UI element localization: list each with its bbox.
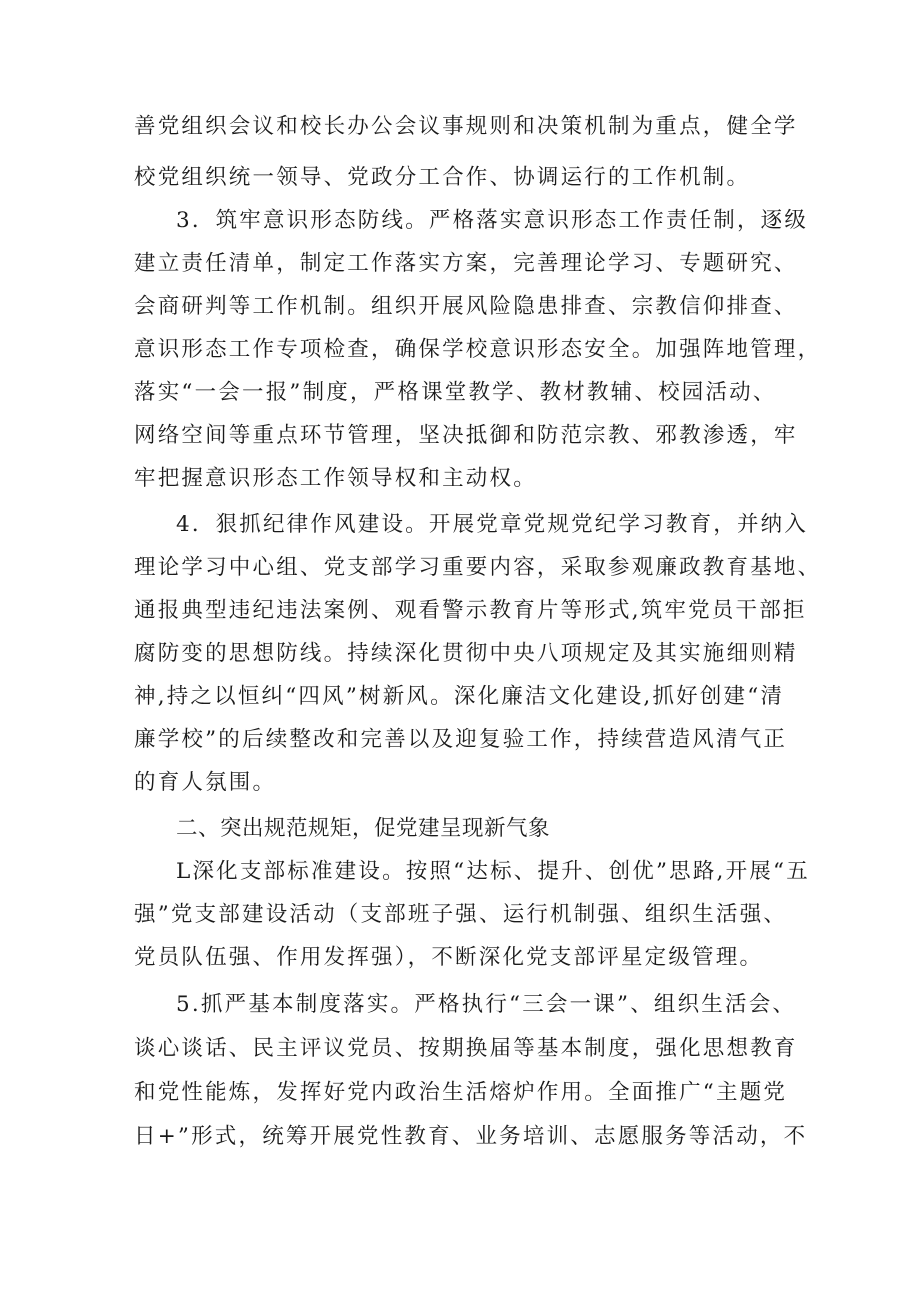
text-line: 日+”形式，统筹开展党性教育、业务培训、志愿服务等活动，不 bbox=[134, 1124, 808, 1149]
text-line: 党员队伍强、作用发挥强），不断深化党支部评星定级管理。 bbox=[134, 945, 764, 970]
text-line: 网络空间等重点环节管理，坚决抵御和防范宗教、邪教渗透，牢 bbox=[134, 423, 798, 448]
text-line: 谈心谈话、民主评议党员、按期换届等基本制度，强化思想教育 bbox=[134, 1036, 798, 1061]
text-line: 的育人氛围。 bbox=[134, 770, 277, 795]
text-line: 通报典型违纪违法案例、观看警示教育片等形式,筑牢党员干部拒 bbox=[134, 598, 807, 623]
text-line: 会商研判等工作机制。组织开展风险隐患排查、宗教信仰排查、 bbox=[134, 294, 798, 319]
text-line: 建立责任清单，制定工作落实方案，完善理论学习、专题研究、 bbox=[134, 251, 798, 276]
text-line: 善党组织会议和校长办公会议事规则和决策机制为重点，健全学 bbox=[134, 114, 798, 139]
text-line: 理论学习中心组、党支部学习重要内容，采取参观廉政教育基地、 bbox=[134, 555, 822, 580]
section-heading: 二、突出规范规矩，促党建呈现新气象 bbox=[176, 816, 551, 841]
text-line: 神,持之以恒纠“四风”树新风。深化廉洁文化建设,抓好创建“清 bbox=[134, 684, 785, 709]
text-line: 意识形态工作专项检查，确保学校意识形态安全。加强阵地管理， bbox=[134, 337, 822, 362]
text-line: 腐防变的思想防线。持续深化贯彻中央八项规定及其实施细则精 bbox=[134, 641, 798, 666]
text-line: 4．狠抓纪律作风建设。开展党章党规党纪学习教育，并纳入 bbox=[176, 512, 809, 537]
text-line: L深化支部标准建设。按照“达标、提升、创优”思路,开展“五 bbox=[176, 859, 810, 884]
text-line: 廉学校”的后续整改和完善以及迎复验工作，持续营造风清气正 bbox=[134, 727, 788, 752]
text-line: 5.抓严基本制度落实。严格执行“三会一课”、组织生活会、 bbox=[176, 992, 797, 1017]
text-line: 强”党支部建设活动（支部班子强、运行机制强、组织生活强、 bbox=[134, 902, 788, 927]
text-line: 校党组织统一领导、党政分工合作、协调运行的工作机制。 bbox=[134, 165, 751, 190]
text-line: 和党性能炼，发挥好党内政治生活熔炉作用。全面推广“主题党 bbox=[134, 1080, 788, 1105]
text-line: 牢把握意识形态工作领导权和主动权。 bbox=[134, 466, 537, 491]
text-line: 落实“一会一报”制度，严格课堂教学、教材教辅、校园活动、 bbox=[134, 380, 777, 405]
text-line: 3．筑牢意识形态防线。严格落实意识形态工作责任制，逐级 bbox=[176, 208, 809, 233]
